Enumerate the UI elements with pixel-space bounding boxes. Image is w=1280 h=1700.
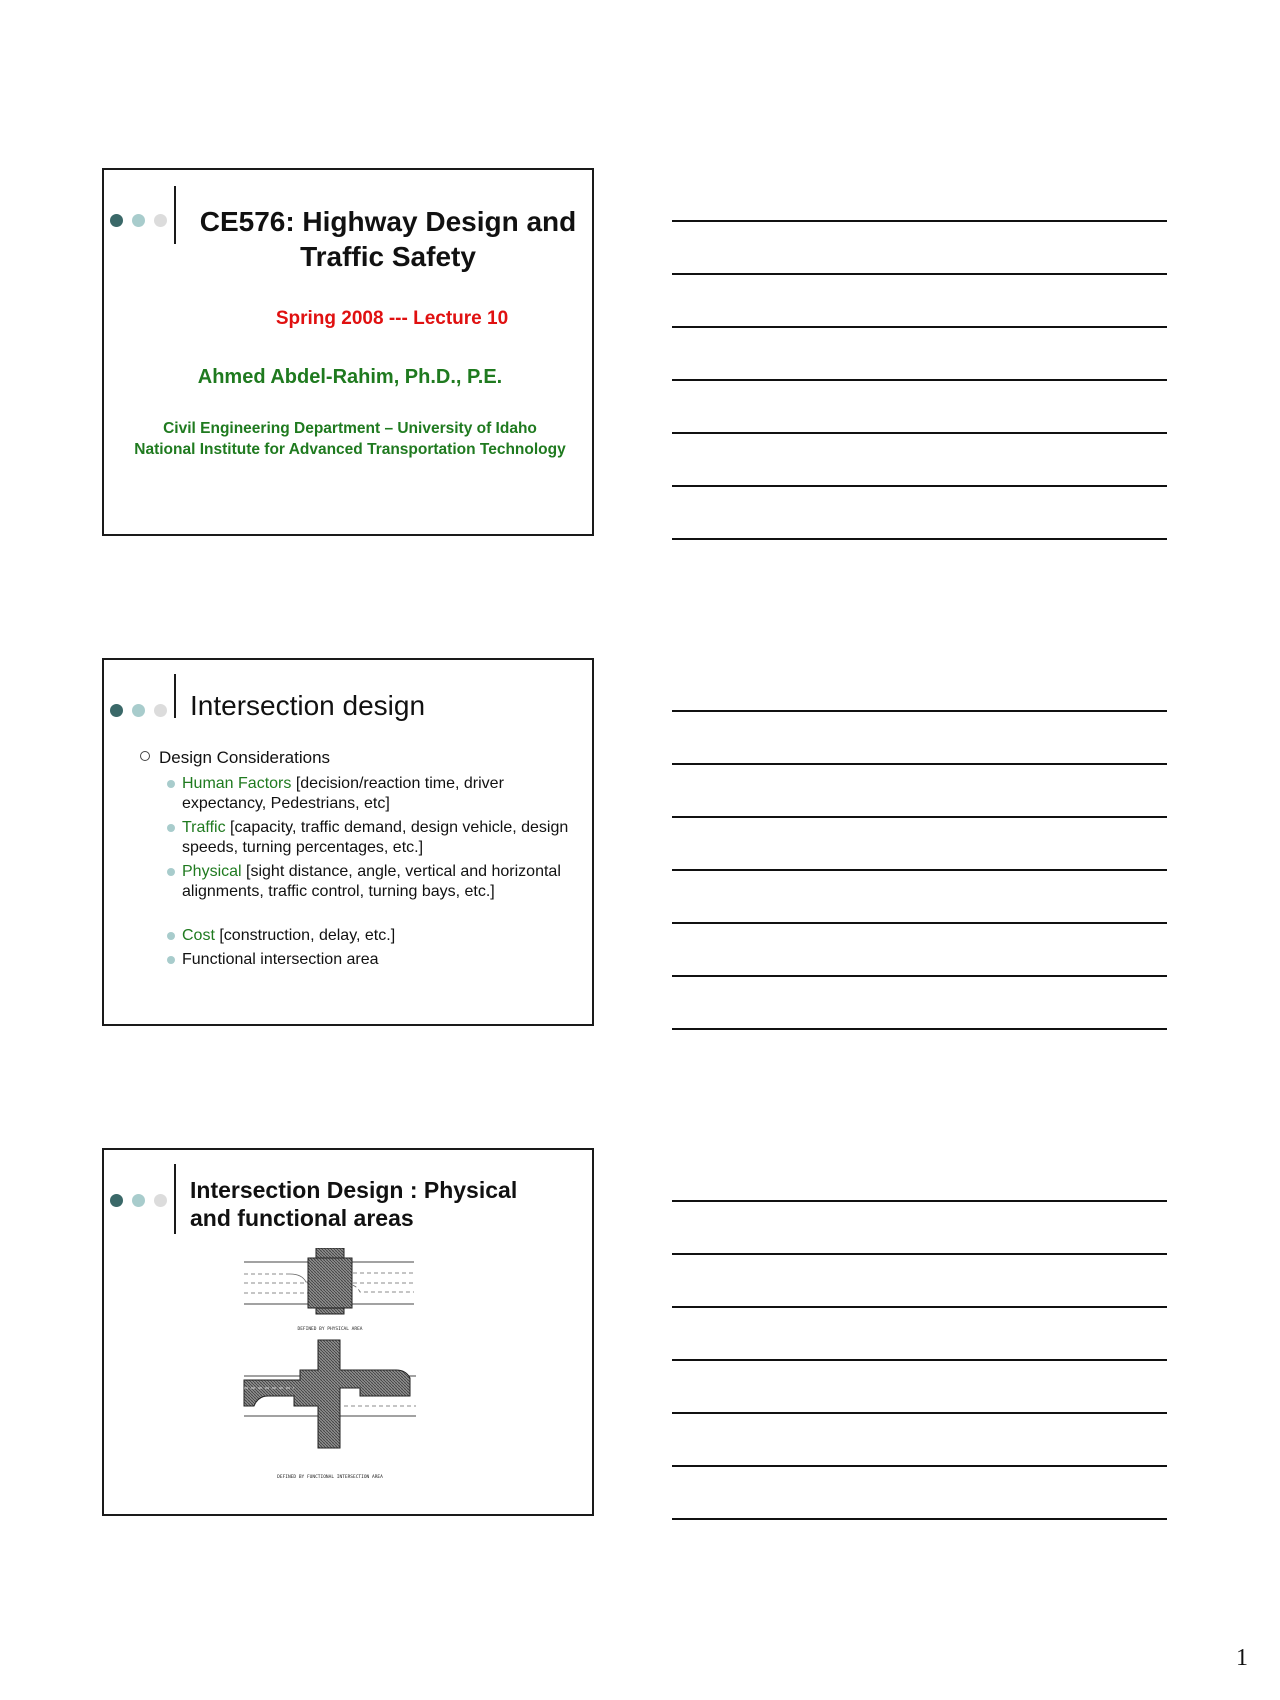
bullet-text: [construction, delay, etc.]: [214, 927, 396, 944]
slide-decoration-dots: [110, 214, 164, 228]
slide-divider: [174, 1164, 176, 1234]
bullet-highlight: Physical: [182, 863, 242, 880]
bullet-dot-icon: [167, 956, 175, 964]
slide-title: Intersection Design : Physical and functional areas: [190, 1177, 518, 1231]
bullet-dot-icon: [167, 868, 175, 876]
bullet-highlight: Cost: [182, 927, 215, 944]
slide-divider: [174, 186, 176, 244]
bullet-human-factors: [182, 774, 582, 813]
author-name: Ahmed Abdel-Rahim, Ph.D., P.E.: [197, 366, 503, 388]
intersection-area-figure: [240, 1248, 425, 1498]
ring-bullet-icon: [140, 751, 150, 761]
bullet-text: [decision/reaction time, driver expectancy, Pedestrians, etc]: [182, 775, 504, 812]
bullet-dot-icon: [167, 932, 175, 940]
slide-decoration-dots: [110, 704, 164, 718]
slide-3: [102, 1148, 594, 1516]
bullet-highlight: Traffic: [182, 819, 226, 836]
list-item-label: Design Considerations: [159, 748, 331, 767]
affiliation-line-1: Civil Engineering Department – University of Idaho: [163, 420, 537, 437]
slide-decoration-dots: [110, 1194, 164, 1208]
functional-area-caption: DEFINED BY FUNCTIONAL INTERSECTION AREA: [277, 1475, 383, 1480]
affiliation: [104, 418, 596, 460]
bullet-highlight: Human Factors: [182, 775, 292, 792]
bullet-text: [sight distance, angle, vertical and horizontal alignments, traffic control, turning bays, etc.]: [182, 863, 561, 900]
affiliation-line-2: National Institute for Advanced Transportation Technology: [134, 441, 566, 458]
physical-area-diagram: [244, 1248, 414, 1332]
page-number: 1: [1236, 1645, 1248, 1671]
bullet-cost: [182, 926, 582, 946]
bullet-functional-area: [182, 950, 582, 970]
slide-2: [102, 658, 594, 1026]
physical-area-caption: DEFINED BY PHYSICAL AREA: [297, 1327, 363, 1332]
bullet-physical: [182, 862, 582, 901]
bullet-traffic: [182, 818, 582, 857]
bullet-dot-icon: [167, 780, 175, 788]
bullet-text: [capacity, traffic demand, design vehicle, design speeds, turning percentages, etc.]: [182, 819, 569, 856]
slide-title: CE576: Highway Design and Traffic Safety: [199, 206, 577, 272]
list-item: [140, 748, 330, 768]
lecture-subtitle: Spring 2008 --- Lecture 10: [275, 308, 509, 329]
bullet-dot-icon: [167, 824, 175, 832]
slide-title: Intersection design: [190, 690, 426, 721]
slide-divider: [174, 674, 176, 718]
functional-area-diagram: [244, 1340, 416, 1480]
slide-1: [102, 168, 594, 536]
bullet-text: Functional intersection area: [182, 951, 379, 968]
